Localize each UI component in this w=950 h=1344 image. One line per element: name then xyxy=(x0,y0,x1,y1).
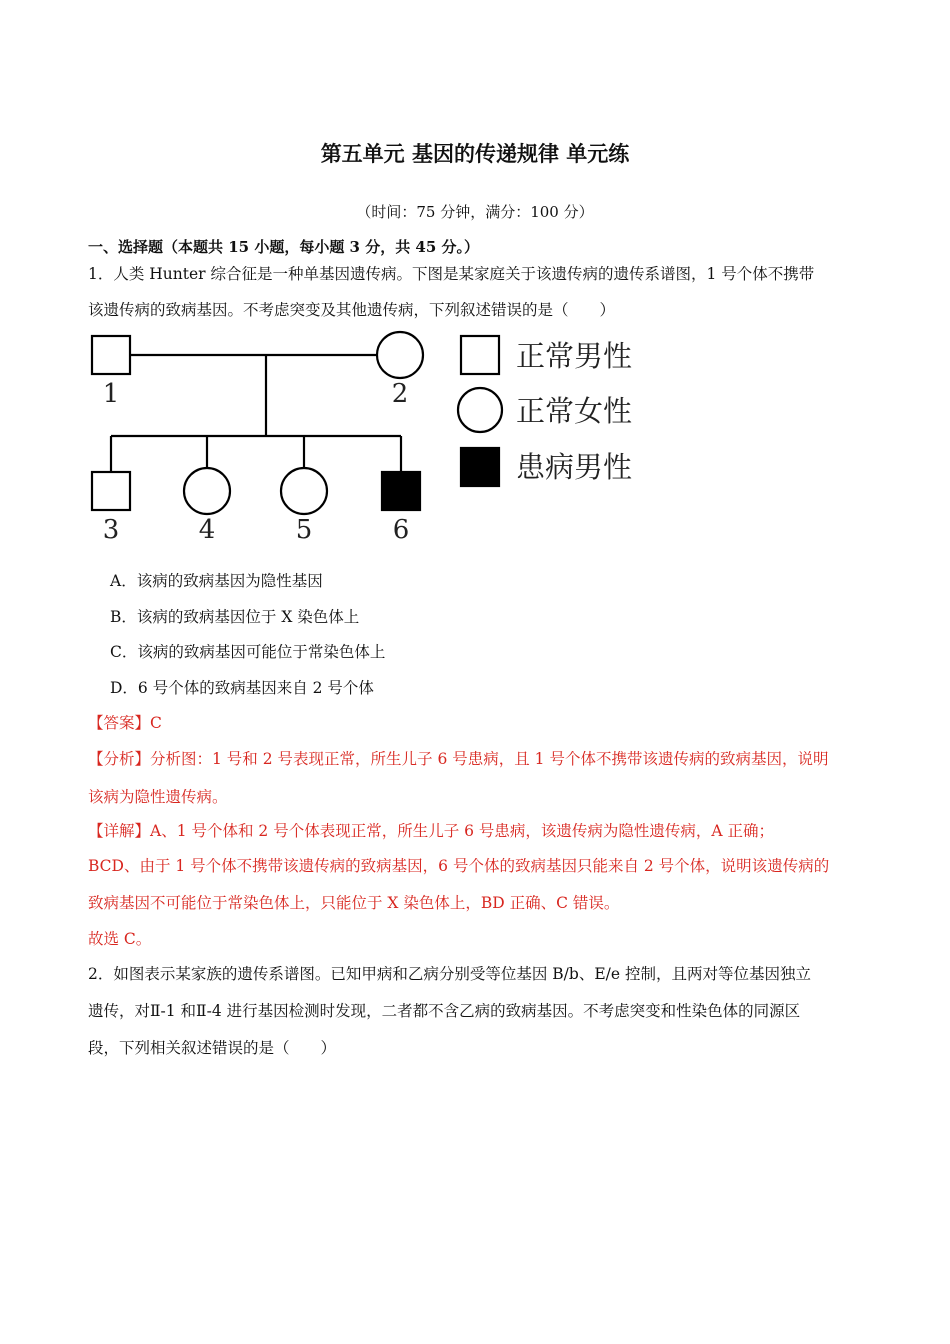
analysis-tag: 【分析】 xyxy=(88,750,151,768)
page-title: 第五单元 基因的传递规律 单元练 xyxy=(320,141,630,166)
legend-affected-male-square xyxy=(461,448,499,486)
q1-stem-line2: 该遗传病的致病基因。不考虑突变及其他遗传病，下列叙述错误的是（ ） xyxy=(88,301,616,319)
q1-detail-line1 xyxy=(88,819,774,841)
q2-stem-line2: 遗传，对Ⅱ-1 和Ⅱ-4 进行基因检测时发现，二者都不含乙病的致病基因。不考虑突变和性染色体的同源区 xyxy=(88,1002,801,1020)
q1-option-a: A．该病的致病基因为隐性基因 xyxy=(110,572,323,590)
q1-analysis-line2: 该病为隐性遗传病。 xyxy=(88,788,228,806)
label-4: 4 xyxy=(198,515,216,545)
legend-normal-male-label: 正常男性 xyxy=(516,339,633,373)
q2-stem-line1: 2．如图表示某家族的遗传系谱图。已知甲病和乙病分别受等位基因 B/b、E/e 控制，且两对等位基因独立 xyxy=(88,965,811,983)
q1-detail-line2: BCD、由于 1 号个体不携带该遗传病的致病基因，6 号个体的致病基因只能来自 2 号个体，说明该遗传病的 xyxy=(88,857,830,875)
q2-stem-line3: 段，下列相关叙述错误的是（ ） xyxy=(88,1039,337,1057)
q1-conclusion: 故选 C。 xyxy=(88,930,152,948)
individual-5-circle xyxy=(281,468,327,514)
answer-tag: 【答案】 xyxy=(88,714,151,732)
q1-option-d: D．6 号个体的致病基因来自 2 号个体 xyxy=(110,679,374,697)
q1-option-c: C．该病的致病基因可能位于常染色体上 xyxy=(110,643,386,661)
label-5: 5 xyxy=(295,515,313,545)
detail-tag: 【详解】 xyxy=(88,822,151,840)
legend-normal-male-square xyxy=(461,336,499,374)
section-heading: 一、选择题（本题共 15 小题，每小题 3 分，共 45 分。） xyxy=(88,238,480,256)
answer-value: C xyxy=(150,714,162,732)
legend-affected-male-label: 患病男性 xyxy=(516,450,633,484)
analysis-text: 分析图：1 号和 2 号表现正常，所生儿子 6 号患病，且 1 号个体不携带该遗传病的致病基因，说明 xyxy=(150,750,829,768)
individual-1-square xyxy=(92,336,130,374)
label-2: 2 xyxy=(391,379,409,409)
legend-normal-female-label: 正常女性 xyxy=(516,394,633,428)
q1-option-b: B．该病的致病基因位于 X 染色体上 xyxy=(110,608,360,626)
legend-normal-female-circle xyxy=(458,388,502,432)
label-1: 1 xyxy=(102,379,120,409)
pedigree-diagram xyxy=(80,323,660,548)
q1-answer xyxy=(88,711,162,733)
label-6: 6 xyxy=(392,515,410,545)
q1-stem-line1: 1．人类 Hunter 综合征是一种单基因遗传病。下图是某家庭关于该遗传病的遗传系谱图，1 号个体不携带 xyxy=(88,265,815,283)
individual-3-square xyxy=(92,472,130,510)
q1-detail-line3: 致病基因不可能位于常染色体上，只能位于 X 染色体上，BD 正确、C 错误。 xyxy=(88,894,620,912)
individual-2-circle xyxy=(377,332,423,378)
exam-info: （时间：75 分钟，满分：100 分） xyxy=(356,203,594,221)
individual-6-affected-square xyxy=(382,472,420,510)
q1-analysis-line1 xyxy=(88,747,828,769)
individual-4-circle xyxy=(184,468,230,514)
detail-text: A、1 号个体和 2 号个体表现正常，所生儿子 6 号患病，该遗传病为隐性遗传病，A 正确； xyxy=(150,822,775,840)
label-3: 3 xyxy=(102,515,120,545)
